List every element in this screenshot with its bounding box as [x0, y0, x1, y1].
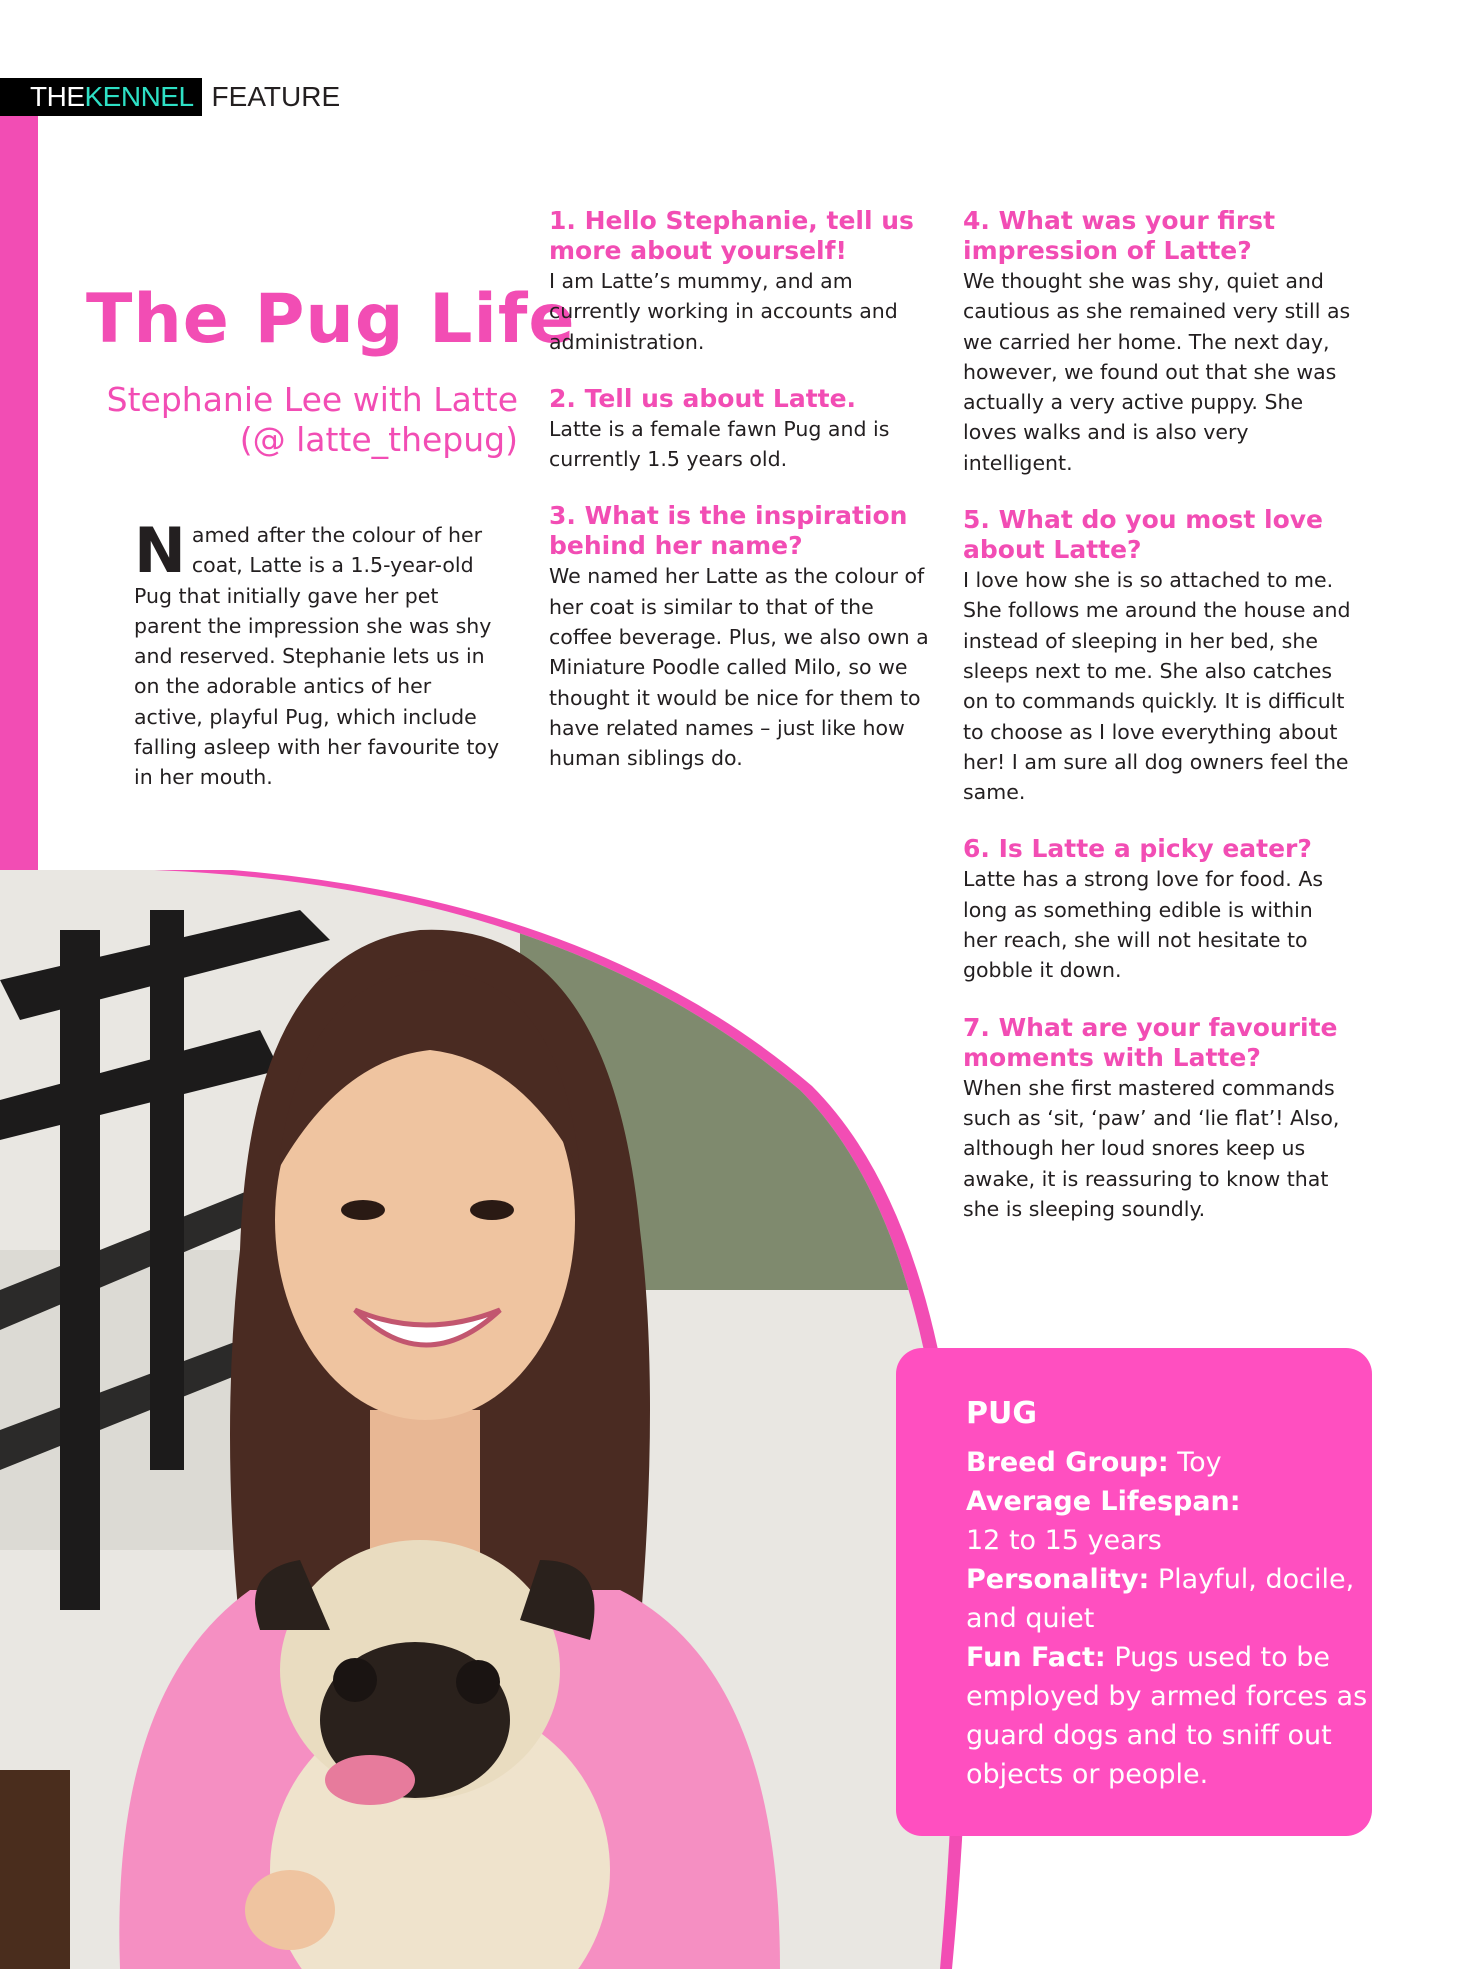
- personality-label: Personality:: [966, 1564, 1150, 1595]
- magazine-logo: [0, 78, 202, 116]
- answer-4: We thought she was shy, quiet and cautious as she remained very still as we carried her home. The next day, however, we found out that she was actually a very active puppy. She loves walks and is also very intelligent.: [963, 269, 1351, 475]
- qa-column-1: [549, 206, 939, 801]
- drop-cap: N: [134, 514, 186, 587]
- question-2: 2. Tell us about Latte.: [549, 383, 857, 413]
- logo-kennel: KENNEL: [84, 81, 194, 112]
- answer-6: Latte has a strong love for food. As long as something edible is within her reach, she will not hesitate to gobble it down.: [963, 867, 1324, 983]
- breed-fact-box: [896, 1348, 1372, 1836]
- personality-value: Playful, docile, and quiet: [966, 1564, 1355, 1634]
- lifespan-value: 12 to 15 years: [966, 1525, 1162, 1556]
- qa-item: [963, 206, 1353, 478]
- question-5: 5. What do you most love about Latte?: [963, 505, 1323, 565]
- qa-item: [549, 206, 939, 357]
- fun-fact-label: Fun Fact:: [966, 1642, 1106, 1673]
- question-6: 6. Is Latte a picky eater?: [963, 834, 1312, 864]
- qa-item: [549, 501, 939, 773]
- answer-2: Latte is a female fawn Pug and is currently 1.5 years old.: [549, 416, 890, 472]
- question-4: 4. What was your first impression of Latte?: [963, 206, 1276, 265]
- logo-the: THE: [30, 81, 85, 112]
- fact-lifespan: [966, 1482, 1372, 1560]
- answer-5: I love how she is so attached to me. She follows me around the house and instead of sleeping in her bed, she sleeps next to me. She also catches on to commands quickly. It is difficult to choose as I love everything about her! I am sure all dog owners feel the same.: [963, 568, 1351, 805]
- question-1: 1. Hello Stephanie, tell us more about yourself!: [549, 206, 914, 265]
- section-label: FEATURE: [211, 81, 341, 112]
- fact-fun-fact: [966, 1638, 1372, 1794]
- question-3: 3. What is the inspiration behind her name?: [549, 501, 908, 561]
- answer-7: When she first mastered commands such as ‘sit, ‘paw’ and ‘lie flat’! Also, although her loud snores keep us awake, it is reassuring to know that she is sleeping soundly.: [963, 1075, 1340, 1221]
- section-header: [0, 78, 340, 116]
- fact-box-title: PUG: [966, 1396, 1037, 1431]
- fun-fact-value: Pugs used to be employed by armed forces as guard dogs and to sniff out objects or people.: [966, 1642, 1368, 1790]
- question-7: 7. What are your favourite moments with Latte?: [963, 1012, 1338, 1072]
- answer-1: I am Latte’s mummy, and am currently working in accounts and administration.: [549, 269, 898, 354]
- breed-group-label: Breed Group:: [966, 1447, 1169, 1478]
- breed-group-value: Toy: [1168, 1447, 1222, 1478]
- fact-breed-group: [966, 1443, 1372, 1482]
- byline-handle: (@ latte_thepug): [239, 419, 518, 459]
- qa-item: [963, 505, 1353, 807]
- article-title: The Pug Life: [86, 280, 576, 359]
- fact-personality: [966, 1560, 1372, 1638]
- lifespan-label: Average Lifespan:: [966, 1486, 1241, 1517]
- intro-paragraph: [134, 514, 506, 793]
- byline-name: Stephanie Lee with Latte: [106, 380, 518, 419]
- qa-item: [549, 384, 939, 475]
- intro-text: amed after the colour of her coat, Latte is a 1.5-year-old Pug that initially gave her pet parent the impression she was shy and reserved. Stephanie lets us in on the adorable antics of her active, playful Pug, which include falling asleep with her favourite toy in her mouth.: [134, 523, 500, 790]
- answer-3: We named her Latte as the colour of her coat is similar to that of the coffee beverage. Plus, we also own a Miniature Poodle called Milo, so we thought it would be nice for them to have related names – just like how human siblings do.: [549, 564, 929, 771]
- article-byline: [60, 380, 518, 459]
